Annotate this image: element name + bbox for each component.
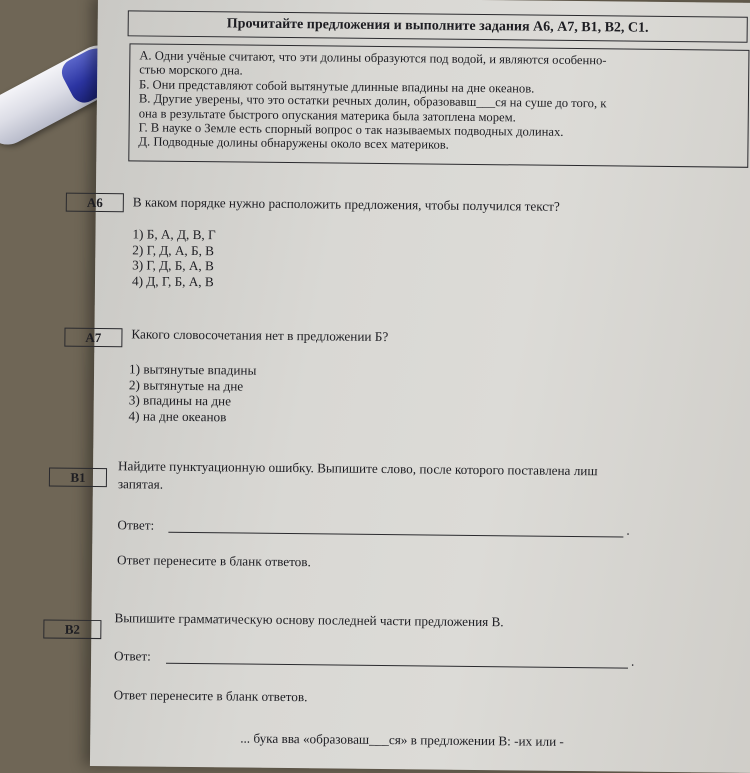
b2-answer-field[interactable] (166, 663, 628, 669)
sentence-line: стью морского дна. (139, 62, 243, 78)
sentence-line: она в результате быстрого опускания материка была затоплена морем. (138, 106, 516, 125)
cutoff-text: ... бука вва «образоваш___ся» в предложении В: -их или - (240, 730, 564, 749)
b1-answer-field[interactable] (168, 532, 623, 538)
option-item: 1) Б, А, Д, В, Г (132, 226, 216, 243)
sentence-line: В. Другие уверены, что это остатки речных долин, образовавш___ся на суше до того, к (138, 91, 607, 111)
question-b1-label: В1 (49, 468, 107, 488)
sentences-box (128, 43, 749, 167)
question-a6-text: В каком порядке нужно расположить предложения, чтобы получился текст? (132, 194, 560, 214)
option-item: 3) впадины на дне (128, 392, 232, 409)
instructions-header (128, 10, 748, 42)
question-a7-label: А7 (64, 328, 122, 348)
option-item: 2) Г, Д, А, Б, В (132, 241, 215, 258)
option-item: 4) на дне океанов (128, 407, 227, 424)
b1-answer-dot: . (626, 522, 630, 538)
sentence-line: Б. Они представляют собой вытянутые длинные впадины на дне океанов. (139, 77, 535, 96)
option-item: 2) вытянутые на дне (128, 376, 244, 394)
question-a7-text: Какого словосочетания нет в предложении Б? (131, 326, 389, 345)
sentence-line: Г. В науке о Земле есть спорный вопрос о так называемых подводных долинах. (138, 120, 564, 139)
b2-answer-label: Ответ: (114, 648, 151, 664)
instructions-title: Прочитайте предложения и выполните задания А6, А7, В1, В2, С1. (226, 16, 649, 36)
sentence-line: Д. Подводные долины обнаружены около всех материков. (138, 134, 449, 153)
question-b2-text: Выпишите грамматическую основу последней части предложения В. (114, 610, 504, 630)
question-b2-label: В2 (43, 619, 101, 639)
question-b1-text-line1: Найдите пунктуационную ошибку. Выпишите слово, после которого поставлена лиш (118, 458, 598, 479)
question-b1-text-line2: запятая. (117, 476, 164, 492)
b2-transfer-note: Ответ перенесите в бланк ответов. (113, 687, 308, 705)
option-item: 3) Г, Д, Б, А, В (132, 257, 214, 274)
option-item: 4) Д, Г, Б, А, В (131, 272, 214, 289)
option-item: 1) вытянутые впадины (129, 361, 257, 378)
b2-answer-dot: . (630, 653, 635, 669)
worksheet-page (64, 0, 750, 773)
question-a6-options (132, 226, 216, 289)
question-a7-options (129, 361, 257, 424)
b1-answer-label: Ответ: (117, 517, 155, 533)
sentence-line: А. Одни учёные считают, что эти долины образуются под водой, и являются особенно- (139, 48, 607, 68)
question-a6-label: А6 (66, 193, 124, 213)
b1-transfer-note: Ответ перенесите в бланк ответов. (117, 552, 311, 570)
